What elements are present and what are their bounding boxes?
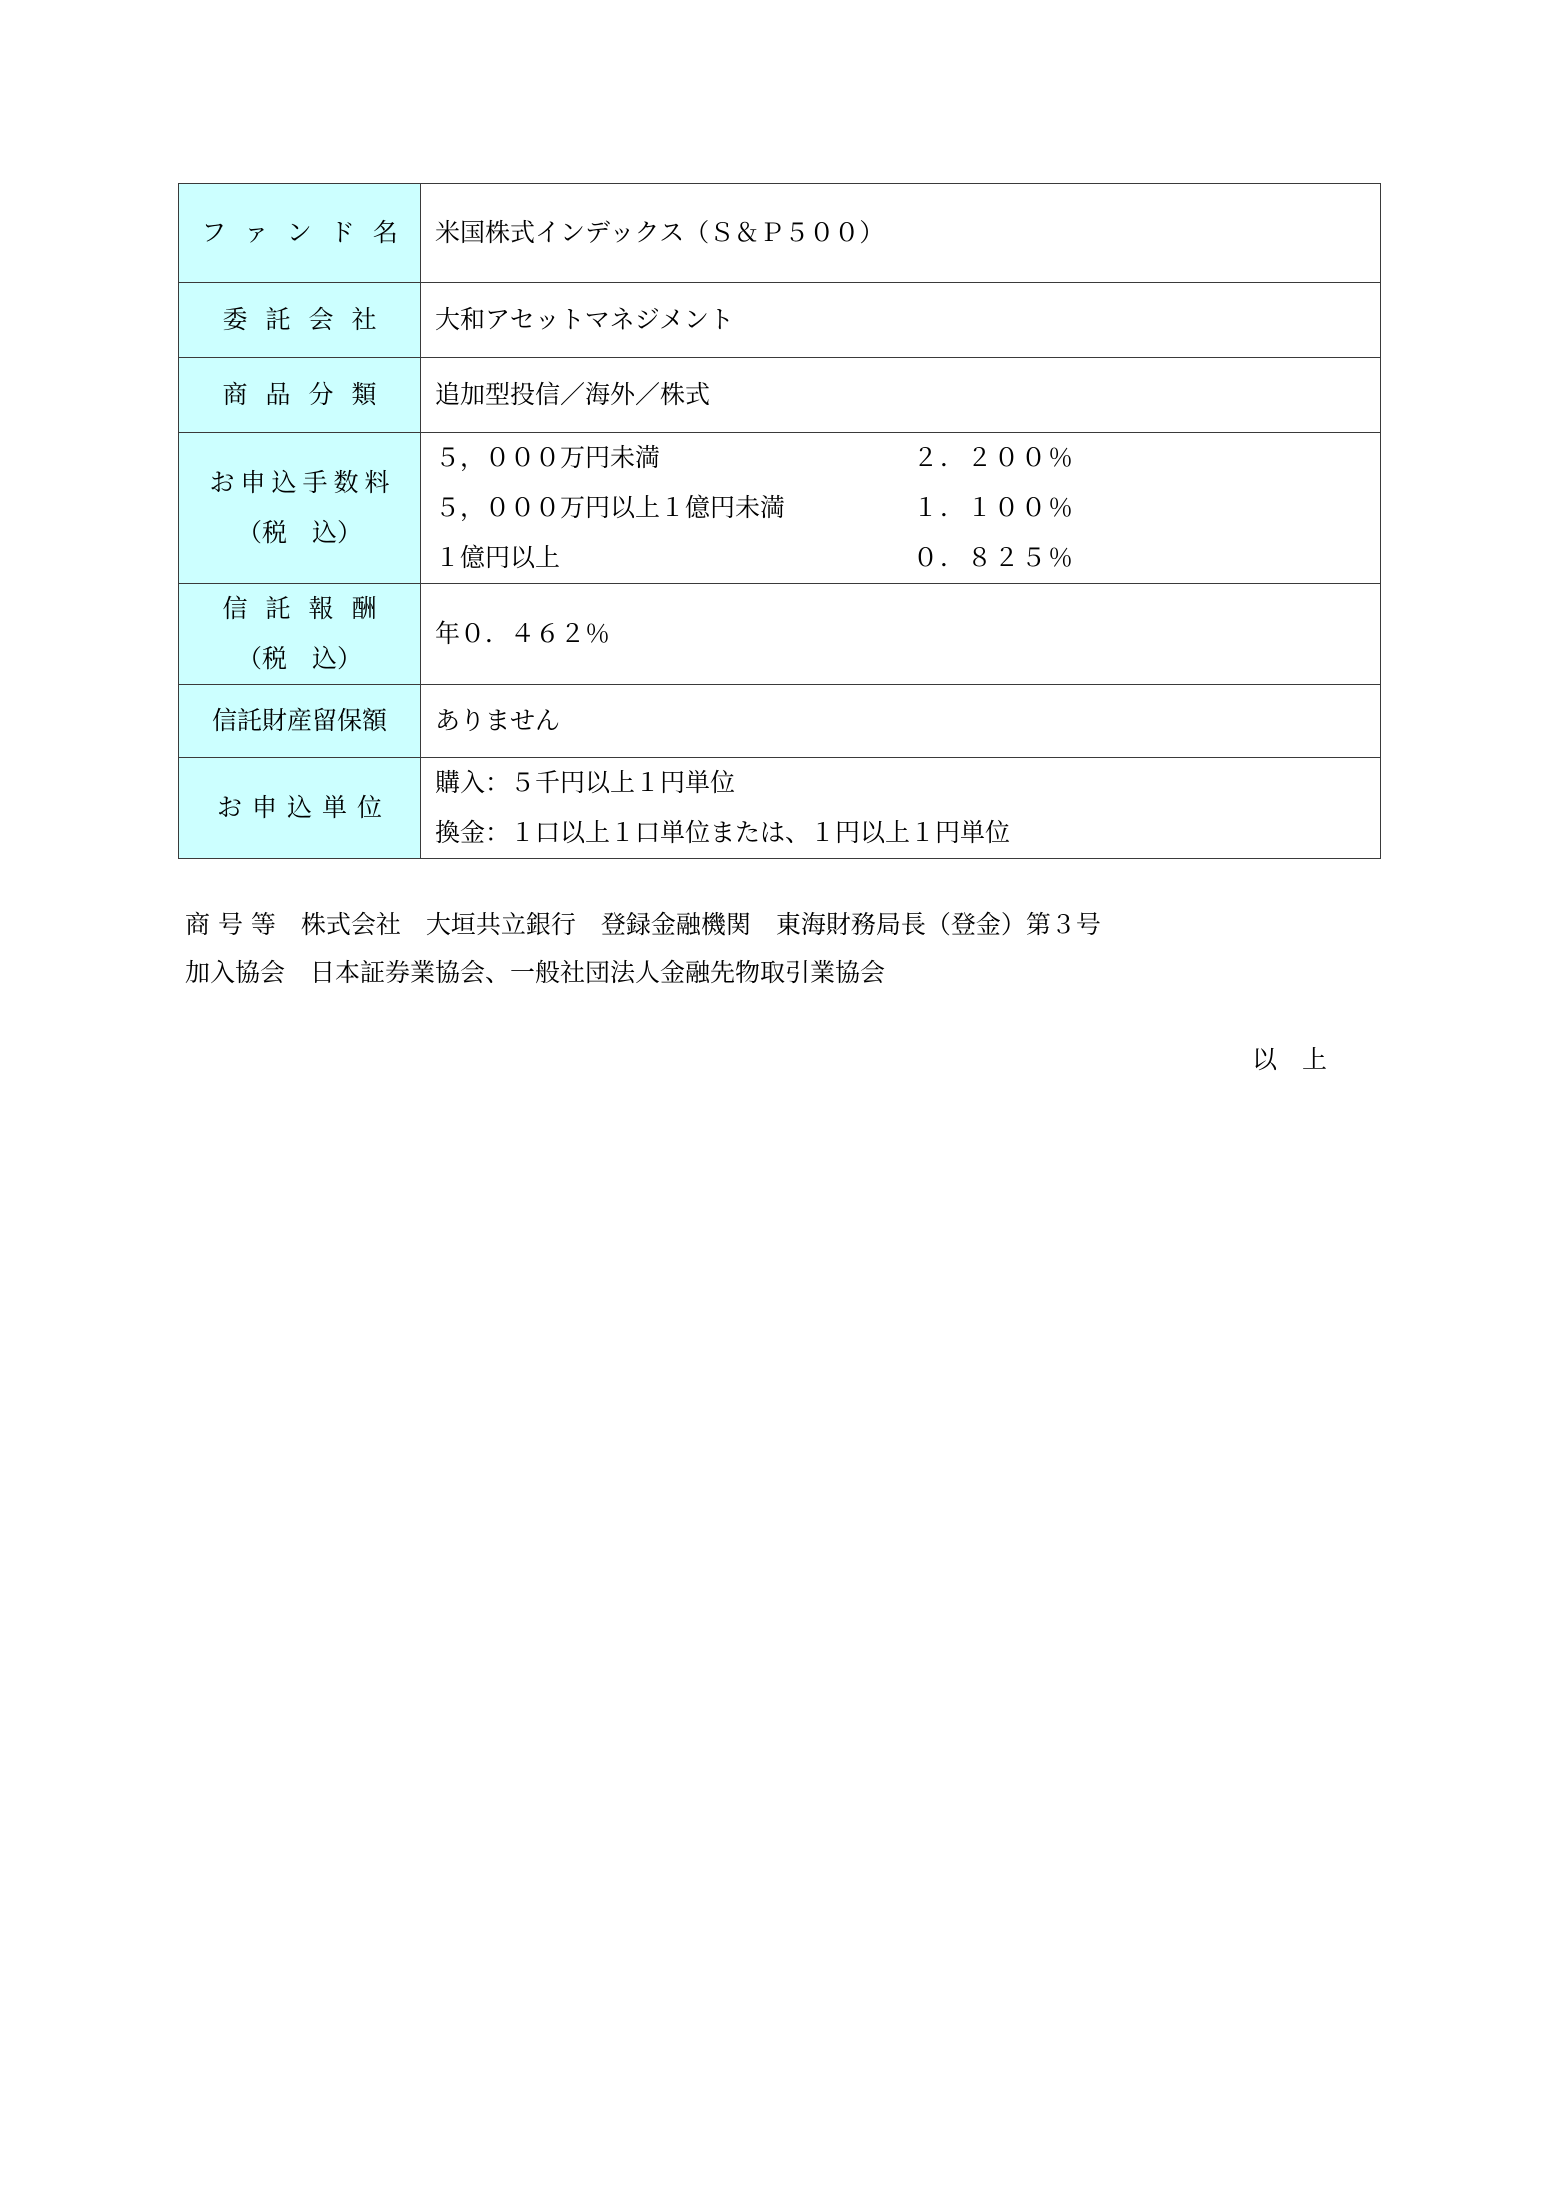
fee-condition: ５，０００万円未満 [435,443,661,472]
fund-name-value: 米国株式インデックス（Ｓ＆Ｐ５００） [421,184,1381,283]
closing-mark: 以 上 [1252,1045,1328,1074]
fund-info-table [178,183,1381,859]
label-text: お申込単位 [216,793,392,822]
table-row [179,584,1381,685]
fee-tier [435,433,1380,483]
fee-condition: １億円以上 [435,543,561,572]
retention-amount-value: ありません [421,685,1381,758]
product-category-value: 追加型投信／海外／株式 [421,358,1381,433]
management-company-value: 大和アセットマネジメント [421,283,1381,358]
trust-fee-value: 年０．４６２％ [421,584,1381,685]
subscription-unit-value [421,758,1381,859]
table-row [179,685,1381,758]
redemption-unit-line: 換金：１口以上１口単位または、１円以上１円単位 [435,818,1011,847]
label-text: 信託財産留保額 [211,706,387,735]
table-row [179,433,1381,584]
fee-rate: ２．２００％ [913,443,1076,472]
table-row [179,184,1381,283]
fee-tier [435,483,1380,533]
fee-rate: １．１００％ [913,493,1076,522]
row-label-retention-amount [179,685,421,758]
association-line: 加入協会 日本証券業協会、一般社団法人金融先物取引業協会 [185,958,886,987]
label-text: ファンド名 [201,218,416,247]
table-row [179,758,1381,859]
label-text: お申込手数料 [209,468,396,497]
table-row [179,283,1381,358]
table-row [179,358,1381,433]
row-label-management-company [179,283,421,358]
fee-rate: ０．８２５％ [913,543,1076,572]
fee-tier [435,533,1380,583]
company-registration-line: 商 号 等 株式会社 大垣共立銀行 登録金融機関 東海財務局長（登金）第３号 [185,910,1101,939]
fee-condition: ５，０００万円以上１億円未満 [435,493,786,522]
label-subtext: （税 込） [236,518,362,547]
row-label-subscription-fee [179,433,421,584]
row-label-fund-name [179,184,421,283]
row-label-subscription-unit [179,758,421,859]
purchase-unit-line: 購入：５千円以上１円単位 [435,768,736,797]
row-label-product-category [179,358,421,433]
label-text: 委託会社 [222,305,395,334]
label-text: 商品分類 [222,380,395,409]
subscription-fee-value [421,433,1381,584]
label-text: 信託報酬 [222,594,395,623]
label-subtext: （税 込） [236,644,362,673]
row-label-trust-fee [179,584,421,685]
